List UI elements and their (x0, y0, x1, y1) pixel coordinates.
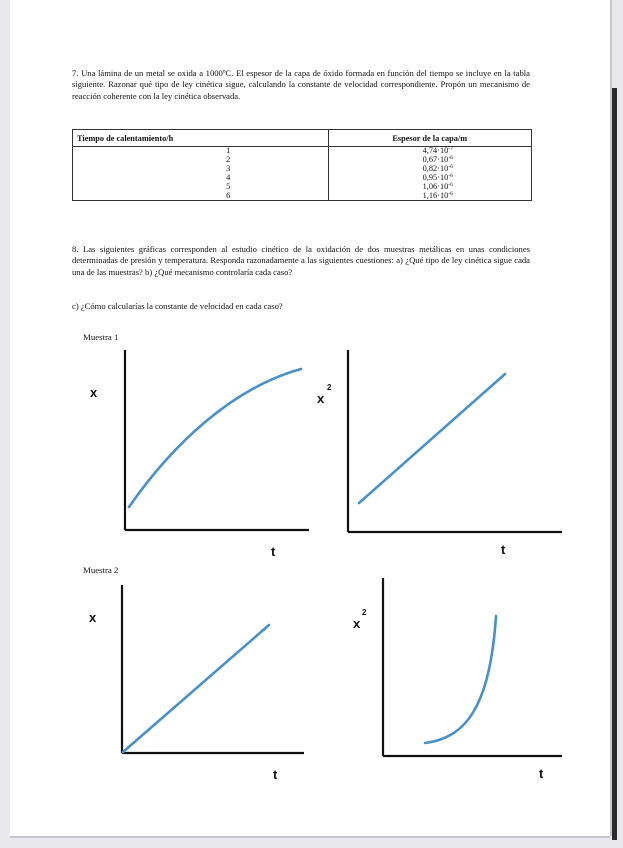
table-header-time: Tiempo de calentamiento/h (73, 130, 329, 147)
table-row (73, 174, 532, 183)
data-line (359, 374, 505, 503)
data-curve (129, 369, 301, 507)
problem-7-text: 7. Una lámina de un metal se oxida a 1000ºC. El espesor de la capa de óxido formada en función del tiempo se incluye en la tabla siguiente. Razonar qué tipo de ley cinética sigue, calculando la constante de velocidad correspondiente. Propón un mecanismo de reacción coherente con la ley cinética observada. (72, 68, 530, 101)
thickness-mantissa: 0,95·10 (422, 172, 449, 182)
thickness-exponent: -6 (448, 181, 453, 188)
table-row (73, 192, 532, 201)
y-axis-label-exponent: 2 (327, 383, 332, 392)
sample-2-label: Muestra 2 (83, 565, 119, 575)
thickness-cell (328, 192, 531, 201)
page-edge-shadow (612, 88, 617, 840)
problem-8-part-c: c) ¿Cómo calcularías la constante de velocidad en cada caso? (72, 301, 283, 311)
table-row (73, 156, 532, 165)
thickness-exponent: -6 (448, 172, 453, 179)
graph-sample2-x2-vs-t (350, 578, 570, 788)
time-cell: 1 (73, 147, 329, 156)
thickness-mantissa: 1,06·10 (422, 181, 449, 191)
thickness-exponent: -6 (448, 163, 453, 170)
time-cell: 6 (73, 192, 329, 201)
thickness-mantissa: 0,82·10 (422, 163, 449, 173)
thickness-mantissa: 0,67·10 (422, 154, 449, 164)
table-row (73, 147, 532, 156)
table-row (73, 183, 532, 192)
time-cell: 5 (73, 183, 329, 192)
x-axis-label: t (501, 542, 506, 557)
thickness-mantissa: 1,16·10 (422, 190, 449, 200)
x-axis-label: t (539, 766, 544, 781)
thickness-exponent: -6 (448, 190, 453, 197)
y-axis-label: x (89, 610, 97, 625)
data-line (123, 625, 269, 752)
sample-1-label: Muestra 1 (83, 332, 119, 342)
graph-sample2-x-vs-t (82, 585, 312, 790)
time-cell: 3 (73, 165, 329, 174)
graph-sample1-x-vs-t (82, 350, 312, 565)
thickness-exponent: -7 (448, 146, 453, 152)
y-axis-label-exponent: 2 (362, 608, 367, 617)
x-axis-label: t (273, 767, 278, 782)
y-axis-label: x (90, 385, 98, 400)
time-cell: 4 (73, 174, 329, 183)
table-header-thickness: Espesor de la capa/m (328, 130, 531, 147)
data-curve (425, 616, 496, 743)
problem-8-text: 8. Las siguientes gráficas corresponden al estudio cinético de la oxidación de dos muestras metálicas en unas condiciones determinadas de presión y temperatura. Responda razonadamente a las siguientes cuestiones: a) ¿Qué tipo de ley cinética sigue cada una de las muestras? b) ¿Qué mecanismo controlaría cada caso? (72, 244, 530, 277)
thickness-exponent: -6 (448, 154, 453, 161)
oxide-thickness-table (72, 129, 532, 201)
y-axis-label-base: x (353, 616, 361, 631)
thickness-mantissa: 4,74·10 (422, 146, 449, 155)
table-row (73, 165, 532, 174)
y-axis-label-base: x (317, 391, 325, 406)
time-cell: 2 (73, 156, 329, 165)
graph-sample1-x2-vs-t (315, 350, 565, 565)
x-axis-label: t (271, 544, 276, 559)
